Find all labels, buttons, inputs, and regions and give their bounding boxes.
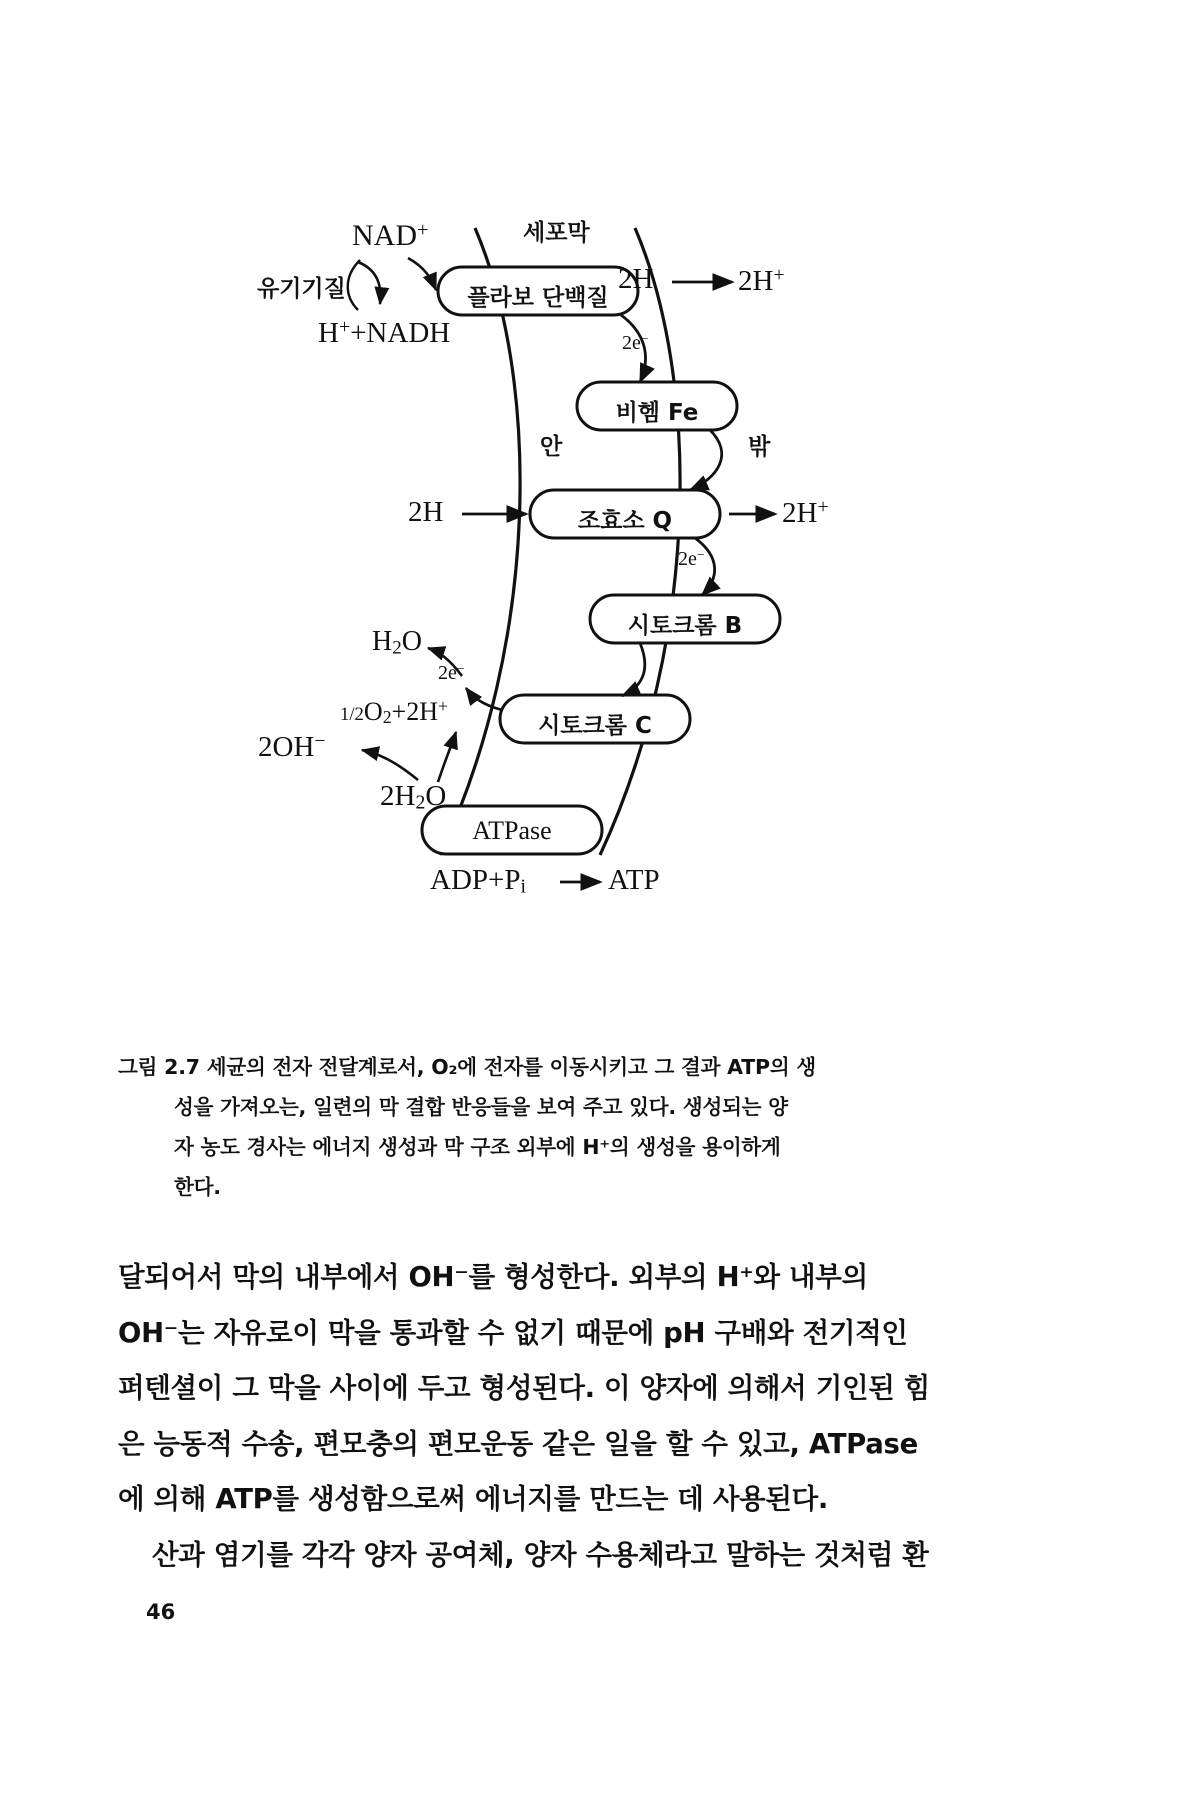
caption-line: 한다. <box>174 1174 221 1199</box>
body-text <box>118 1250 1078 1583</box>
label-2e-first: 2e− <box>622 331 649 355</box>
label-outside: 밖 <box>748 434 771 460</box>
label-nad: NAD+ <box>352 219 429 253</box>
caption-line: 성을 가져오는, 일련의 막 결합 반응들을 보여 주고 있다. 생성되는 양 <box>174 1094 788 1119</box>
node-flavoprotein: 플라보 단백질 <box>467 285 609 311</box>
body-line: 산과 염기를 각각 양자 공여체, 양자 수용체라고 말하는 것처럼 환 <box>152 1538 929 1571</box>
node-cytochrome-b: 시토크롬 B <box>627 613 743 639</box>
label-2h-plus-top: 2H+ <box>738 264 785 297</box>
caption-line: 자 농도 경사는 에너지 생성과 막 구조 외부에 H⁺의 생성을 용이하게 <box>174 1134 781 1159</box>
node-cytochrome-c: 시토크롬 C <box>538 713 652 739</box>
label-2h-middle: 2H <box>408 496 444 528</box>
label-organic-substrate: 유기기질 <box>257 276 346 302</box>
label-2e-second: 2e− <box>678 547 705 571</box>
label-2oh-minus: 2OH− <box>258 730 326 763</box>
label-2e-third: 2e− <box>438 661 465 685</box>
label-2h2o: $2H_2O$ <box>380 780 447 814</box>
body-line: 달되어서 막의 내부에서 OH⁻를 형성한다. 외부의 H⁺와 내부의 <box>118 1261 868 1293</box>
label-2h-top: 2H <box>618 263 654 295</box>
node-nonheme-fe: 비헴 Fe <box>615 400 699 426</box>
body-line: 퍼텐셜이 그 막을 사이에 두고 형성된다. 이 양자에 의해서 기인된 힘 <box>118 1372 931 1405</box>
label-adp-pi: $ADP+P_i$ <box>430 864 526 898</box>
label-cell-membrane: 세포막 <box>523 220 590 246</box>
body-line: OH⁻는 자유로이 막을 통과할 수 없기 때문에 pH 구배와 전기적인 <box>118 1316 908 1349</box>
label-half-o2-2h: $1/2O_2+2H^+$ <box>340 696 448 728</box>
node-coenzyme-q: 조효소 Q <box>577 508 673 534</box>
caption-line: 그림 2.7 세균의 전자 전달계로서, O₂에 전자를 이동시키고 그 결과 ATP의 생 <box>118 1055 816 1079</box>
node-atpase: ATPase <box>472 816 552 845</box>
body-line: 에 의해 ATP를 생성함으로써 에너지를 만드는 데 사용된다. <box>118 1483 829 1516</box>
figure-2-7 <box>240 210 960 910</box>
figure-caption <box>118 1048 1078 1208</box>
label-inside: 안 <box>540 434 563 460</box>
label-nadh: H++NADH <box>318 316 451 349</box>
page-number: 46 <box>146 1600 176 1624</box>
body-line: 은 능동적 수송, 편모충의 편모운동 같은 일을 할 수 있고, ATPase <box>118 1427 918 1460</box>
figure-diagram <box>240 210 960 910</box>
label-2h-plus-middle: 2H+ <box>782 496 829 529</box>
label-atp: ATP <box>608 864 660 896</box>
label-water: $H_2O$ <box>372 626 422 659</box>
